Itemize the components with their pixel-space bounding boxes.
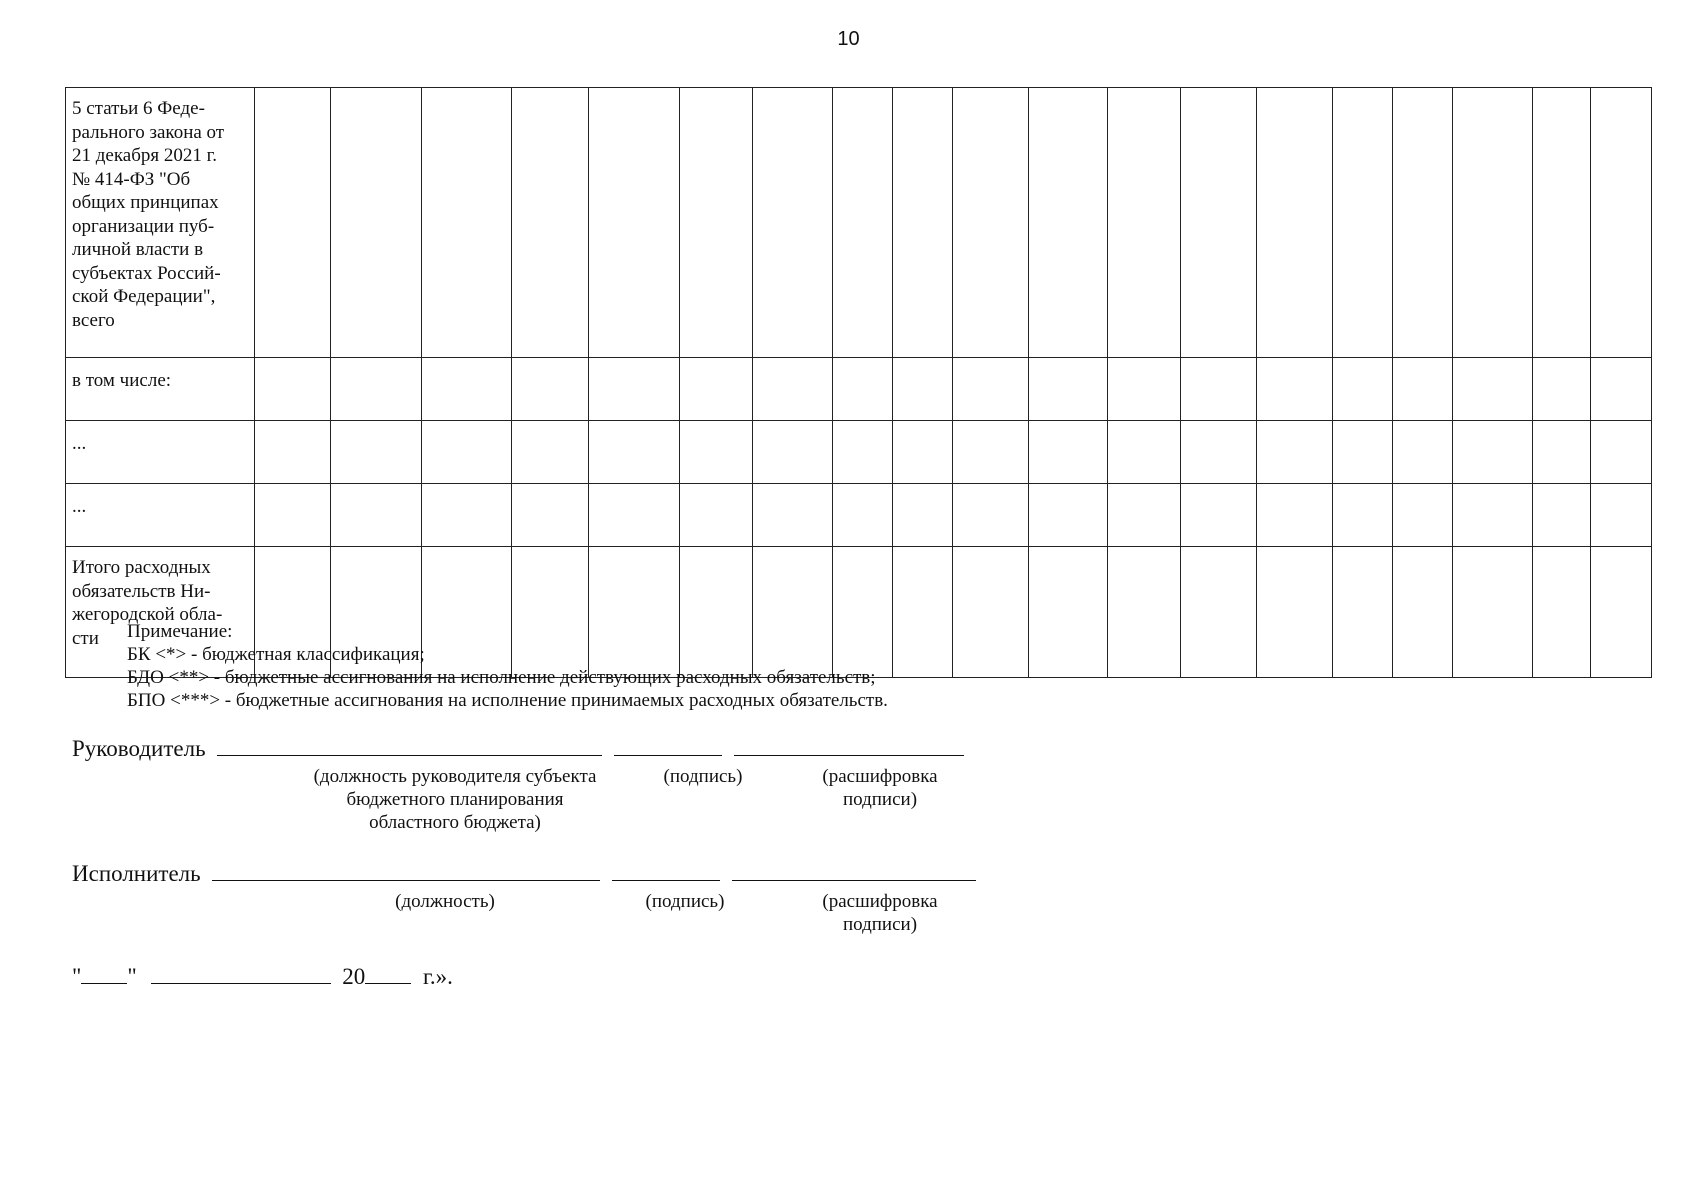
table-cell[interactable] bbox=[1532, 547, 1590, 678]
executor-signature-blank[interactable] bbox=[612, 860, 720, 881]
table-cell[interactable] bbox=[1181, 547, 1257, 678]
row-label bbox=[66, 88, 255, 358]
table-cell[interactable] bbox=[1532, 358, 1590, 421]
table-cell[interactable] bbox=[254, 358, 330, 421]
table-cell[interactable] bbox=[1393, 88, 1453, 358]
head-label: Руководитель bbox=[72, 736, 206, 761]
table-cell[interactable] bbox=[254, 484, 330, 547]
table-cell[interactable] bbox=[680, 358, 753, 421]
table-cell[interactable] bbox=[1590, 358, 1651, 421]
executor-decoding-blank[interactable] bbox=[732, 860, 976, 881]
row-label-line: организации пуб- bbox=[72, 215, 215, 237]
row-label: в том числе: bbox=[66, 358, 255, 421]
table-cell[interactable] bbox=[1590, 547, 1651, 678]
day-blank[interactable] bbox=[81, 963, 127, 984]
table-cell[interactable] bbox=[1029, 484, 1108, 547]
table-cell[interactable] bbox=[953, 484, 1029, 547]
table-cell[interactable] bbox=[1257, 547, 1333, 678]
table-cell[interactable] bbox=[1181, 88, 1257, 358]
table-cell[interactable] bbox=[1453, 484, 1532, 547]
table-cell[interactable] bbox=[1532, 88, 1590, 358]
table-cell[interactable] bbox=[254, 421, 330, 484]
note-bk: БК <*> - бюджетная классификация; bbox=[127, 644, 425, 665]
table-cell[interactable] bbox=[1453, 358, 1532, 421]
table-cell[interactable] bbox=[833, 421, 893, 484]
executor-label: Исполнитель bbox=[72, 861, 201, 886]
table-cell[interactable] bbox=[1393, 547, 1453, 678]
table-cell[interactable] bbox=[893, 421, 953, 484]
table-cell[interactable] bbox=[680, 421, 753, 484]
row-label-line: Итого расходных bbox=[72, 557, 211, 578]
executor-position-caption: (должность) bbox=[395, 891, 495, 912]
table-cell[interactable] bbox=[1532, 421, 1590, 484]
table-cell[interactable] bbox=[1393, 484, 1453, 547]
row-label-line: личной власти в bbox=[72, 239, 204, 260]
head-decoding-caption: (расшифровка подписи) bbox=[822, 766, 938, 810]
row-label-line: 21 декабря 2021 г. bbox=[72, 145, 218, 166]
table-cell[interactable] bbox=[953, 421, 1029, 484]
table-cell[interactable] bbox=[421, 421, 512, 484]
table-cell[interactable] bbox=[1257, 484, 1333, 547]
table-cell[interactable] bbox=[1257, 88, 1333, 358]
table-cell[interactable] bbox=[1029, 358, 1108, 421]
date-quote-open: " bbox=[72, 964, 82, 989]
table-cell[interactable] bbox=[752, 88, 832, 358]
expenditure-table bbox=[65, 87, 1652, 678]
table-cell[interactable] bbox=[1029, 421, 1108, 484]
row-label-line: № 414-ФЗ "Об bbox=[72, 168, 191, 190]
table-cell[interactable] bbox=[893, 88, 953, 358]
notes-block bbox=[127, 620, 888, 712]
table-cell[interactable] bbox=[330, 358, 421, 421]
head-decoding-blank[interactable] bbox=[734, 735, 964, 756]
note-bdo: БДО <**> - бюджетные ассигнования на исполнение действующих расходных обязательств; bbox=[127, 667, 876, 688]
note-bpo: БПО <***> - бюджетные ассигнования на исполнение принимаемых расходных обязательств. bbox=[127, 690, 888, 711]
table-cell[interactable] bbox=[330, 484, 421, 547]
table-cell[interactable] bbox=[893, 547, 953, 678]
table-cell[interactable] bbox=[1181, 421, 1257, 484]
head-position-caption: (должность руководителя субъекта бюджетного планирования областного бюджета) bbox=[313, 766, 597, 833]
table-cell[interactable] bbox=[680, 88, 753, 358]
date-suffix: г.». bbox=[423, 964, 453, 989]
executor-position-blank[interactable] bbox=[212, 860, 600, 881]
year-blank[interactable] bbox=[365, 963, 411, 984]
head-position-blank[interactable] bbox=[217, 735, 602, 756]
table-cell[interactable] bbox=[512, 484, 589, 547]
table-cell[interactable] bbox=[589, 88, 680, 358]
date-quote-close: " bbox=[127, 964, 137, 989]
table-row bbox=[66, 421, 1652, 484]
table-cell[interactable] bbox=[1108, 358, 1181, 421]
table-cell[interactable] bbox=[1333, 358, 1393, 421]
table-cell[interactable] bbox=[589, 484, 680, 547]
head-signature-caption: (подпись) bbox=[663, 766, 743, 787]
table-cell[interactable] bbox=[1257, 421, 1333, 484]
table-cell[interactable] bbox=[752, 358, 832, 421]
row-label-line: жегородской обла- bbox=[72, 604, 223, 625]
row-label-line: ской Федерации", bbox=[72, 286, 216, 307]
page-number: 10 bbox=[837, 28, 860, 50]
table-cell[interactable] bbox=[421, 88, 512, 358]
table-cell[interactable] bbox=[893, 484, 953, 547]
table-cell[interactable] bbox=[421, 358, 512, 421]
executor-decoding-caption: (расшифровка подписи) bbox=[822, 891, 938, 935]
table-cell[interactable] bbox=[1333, 484, 1393, 547]
row-label-line: всего bbox=[72, 309, 115, 331]
head-signature-blank[interactable] bbox=[614, 735, 722, 756]
table-cell[interactable] bbox=[833, 484, 893, 547]
table-cell[interactable] bbox=[1590, 484, 1651, 547]
table-cell[interactable] bbox=[1108, 421, 1181, 484]
executor-signature-caption: (подпись) bbox=[645, 891, 725, 912]
table-cell[interactable] bbox=[1029, 547, 1108, 678]
date-line bbox=[72, 963, 453, 990]
table-cell[interactable] bbox=[953, 88, 1029, 358]
table-cell[interactable] bbox=[1257, 358, 1333, 421]
table-cell[interactable] bbox=[330, 88, 421, 358]
month-blank[interactable] bbox=[151, 963, 331, 984]
row-label: ... bbox=[66, 421, 255, 484]
row-label-line: обязательств Ни- bbox=[72, 580, 211, 602]
table-cell[interactable] bbox=[1333, 88, 1393, 358]
table-cell[interactable] bbox=[512, 88, 589, 358]
table-cell[interactable] bbox=[512, 421, 589, 484]
row-label-line: общих принципах bbox=[72, 192, 219, 213]
row-label: ... bbox=[66, 484, 255, 547]
notes-title: Примечание: bbox=[127, 621, 233, 642]
table-cell[interactable] bbox=[512, 358, 589, 421]
table-row bbox=[66, 358, 1652, 421]
table-row bbox=[66, 88, 1652, 358]
table-cell[interactable] bbox=[254, 88, 330, 358]
table-cell[interactable] bbox=[1333, 547, 1393, 678]
table-row bbox=[66, 484, 1652, 547]
table-cell[interactable] bbox=[680, 484, 753, 547]
year-prefix: 20 bbox=[342, 964, 366, 989]
row-label-line: субъектах Россий- bbox=[72, 262, 221, 284]
table-cell[interactable] bbox=[1453, 547, 1532, 678]
table-cell[interactable] bbox=[1181, 358, 1257, 421]
table-cell[interactable] bbox=[1590, 421, 1651, 484]
table-cell[interactable] bbox=[833, 358, 893, 421]
table-cell[interactable] bbox=[953, 358, 1029, 421]
table-cell[interactable] bbox=[1108, 88, 1181, 358]
table-cell[interactable] bbox=[330, 421, 421, 484]
table-cell[interactable] bbox=[1532, 484, 1590, 547]
table-cell[interactable] bbox=[1393, 421, 1453, 484]
table-cell[interactable] bbox=[1029, 88, 1108, 358]
table-cell[interactable] bbox=[589, 358, 680, 421]
row-label-line: 5 статьи 6 Феде- bbox=[72, 98, 205, 119]
head-signature-line bbox=[72, 735, 964, 762]
table-cell[interactable] bbox=[1453, 421, 1532, 484]
executor-signature-line bbox=[72, 860, 976, 887]
table-cell[interactable] bbox=[1453, 88, 1532, 358]
table-cell[interactable] bbox=[1393, 358, 1453, 421]
row-label-line: рального закона от bbox=[72, 121, 225, 143]
table-cell[interactable] bbox=[421, 484, 512, 547]
table-cell[interactable] bbox=[1108, 547, 1181, 678]
table-cell[interactable] bbox=[752, 421, 832, 484]
table-cell[interactable] bbox=[833, 88, 893, 358]
table-cell[interactable] bbox=[893, 358, 953, 421]
table-cell[interactable] bbox=[1181, 484, 1257, 547]
table-cell[interactable] bbox=[953, 547, 1029, 678]
table-cell[interactable] bbox=[752, 484, 832, 547]
table-cell[interactable] bbox=[1333, 421, 1393, 484]
table-cell[interactable] bbox=[589, 421, 680, 484]
row-label-line: сти bbox=[72, 627, 99, 649]
table-cell[interactable] bbox=[1108, 484, 1181, 547]
table-cell[interactable] bbox=[1590, 88, 1651, 358]
